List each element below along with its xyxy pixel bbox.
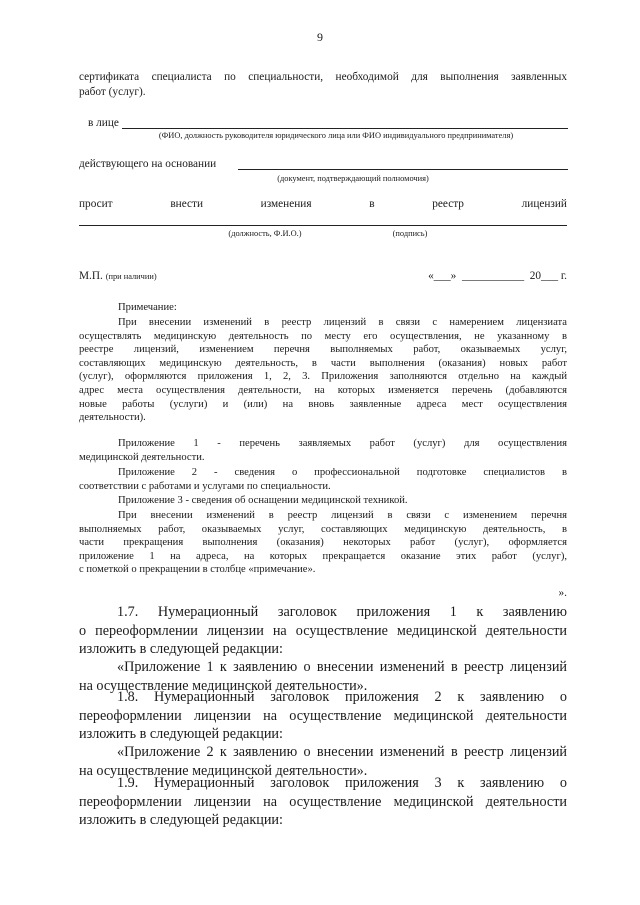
closing-quote: ». (558, 587, 567, 599)
section-line: 1.7. Нумерационный заголовок приложения 1 к заявлению (117, 604, 567, 620)
request-word: изменения (260, 198, 312, 210)
note-line: приложение 1 на адреса, на которых прекращается оказание этих работ (услуг), (79, 550, 567, 562)
note-line: соответствии с работами и услугами по специальности. (79, 480, 331, 492)
date-field: «___» ___________ 20___ г. (428, 270, 567, 282)
section-line: изложить в следующей редакции: (79, 726, 283, 742)
basis-label: действующего на основании (79, 158, 217, 170)
note-line: Приложение 1 - перечень заявляемых работ (услуг) для осуществления (118, 438, 567, 449)
quote-line: «Приложение 1 к заявлению о внесении изменений в реестр лицензий (117, 659, 567, 675)
note-paragraph-2 (79, 509, 567, 577)
note-line: реестре лицензий, изменением перечня выполняемых работ, оказываемых услуг, (79, 344, 567, 356)
section-line: 1.9. Нумерационный заголовок приложения 3 к заявлению о (117, 775, 567, 791)
quote-line: на осуществление медицинской деятельности». (79, 677, 368, 694)
request-word: внести (170, 198, 203, 210)
intro-line: сертификата специалиста по специальности, необходимой для выполнения заявленных (79, 71, 567, 83)
request-word: в (369, 198, 375, 210)
intro-text (79, 70, 567, 100)
note-line: составляющих медицинскую деятельность, в части выполнения (оказания) новых работ (79, 357, 567, 369)
section-1-9 (79, 774, 567, 830)
note-line: При внесении изменений в реестр лицензий в связи с намерением лицензиата (118, 317, 567, 328)
page-number: 9 (317, 30, 323, 44)
note-line: адрес места осуществления деятельности, на которых изменяется перечень (добавляются (79, 384, 567, 396)
request-word: просит (79, 198, 113, 210)
quote-line: «Приложение 2 к заявлению о внесении изменений в реестр лицензий (117, 744, 567, 760)
request-row (79, 197, 567, 212)
section-1-8 (79, 688, 567, 744)
note-line: с пометкой о прекращении в столбце «примечание». (79, 564, 316, 576)
note-line: (услуг), оформляются приложения 1, 2, 3. Приложения заполняются отдельно на каждый (79, 371, 567, 383)
intro-line: работ (услуг). (79, 86, 146, 98)
basis-caption: (документ, подтверждающий полномочия) (277, 174, 429, 183)
v-litse-line (122, 128, 568, 129)
note-line: деятельности). (79, 412, 146, 424)
note-line: При внесении изменений в реестр лицензий в связи с изменением перечня (118, 510, 567, 521)
stamp-line (79, 269, 157, 284)
section-line: переоформлении лицензии на осуществление медицинской деятельности (79, 793, 567, 810)
note-line: Приложение 2 - сведения о профессиональной подготовке специалистов в (118, 467, 567, 478)
stamp-note: (при наличии) (105, 272, 157, 281)
section-line: 1.8. Нумерационный заголовок приложения 2 к заявлению о (117, 689, 567, 705)
note-line: выполняемых работ, оказываемых услуг, составляющих медицинскую деятельность, в (79, 523, 567, 535)
note-line: части прекращения выполнения (оказания) некоторых работ (услуг), оформляется (79, 537, 567, 549)
note-title: Примечание: (118, 302, 177, 313)
note-line: медицинской деятельности. (79, 451, 205, 463)
request-word: лицензий (521, 198, 567, 210)
basis-line (238, 169, 568, 170)
signature-caption: (подпись) (392, 229, 428, 238)
position-caption: (должность, Ф.И.О.) (228, 229, 302, 238)
note-line: осуществлять медицинскую деятельность по месту его осуществления, не указанному в (79, 330, 567, 342)
note-line: новые работы (услуги) и (или) на вновь заявленные адреса мест осуществления (79, 398, 567, 410)
request-line (79, 225, 567, 226)
v-litse-caption: (ФИО, должность руководителя юридического лица или ФИО индивидуального предпринимателя) (158, 131, 514, 140)
section-1-7 (79, 603, 567, 659)
note-appendix-2 (79, 466, 567, 493)
quote-line: на осуществление медицинской деятельности». (79, 762, 368, 779)
note-appendix-3: Приложение 3 - сведения об оснащении медицинской техникой. (118, 495, 408, 506)
stamp-label: М.П. (79, 270, 103, 282)
v-litse-label: в лице (88, 117, 119, 129)
section-line: изложить в следующей редакции: (79, 641, 283, 657)
section-line: изложить в следующей редакции: (79, 812, 283, 828)
note-appendix-1 (79, 437, 567, 464)
note-paragraph-1 (79, 316, 567, 425)
section-line: о переоформлении лицензии на осуществление медицинской деятельности (79, 622, 567, 639)
section-line: переоформлении лицензии на осуществление медицинской деятельности (79, 707, 567, 724)
request-word: реестр (432, 198, 464, 210)
